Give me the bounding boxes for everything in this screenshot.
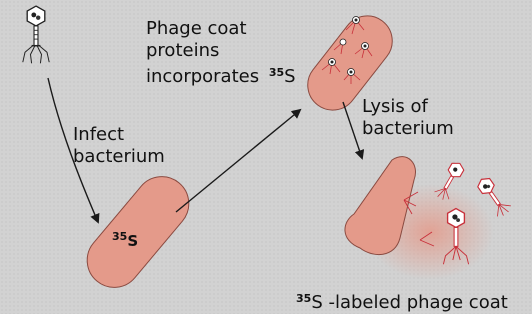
label-coat-line2: proteins [146, 40, 220, 61]
label-lysis [362, 96, 454, 140]
label-coat-line3 [146, 62, 296, 88]
label-coat-proteins [146, 18, 296, 88]
label-bottom-text: -labeled phage coat [322, 292, 508, 313]
arrow-lysis [343, 102, 362, 158]
label-coat-line1: Phage coat [146, 18, 247, 39]
phage-free [23, 6, 49, 63]
label-bottom-iso-sym: S [311, 292, 323, 313]
label-infect-line1: Infect [73, 124, 125, 145]
label-infect-line2: bacterium [73, 146, 165, 167]
label-cell-iso-sym: S [127, 232, 139, 250]
label-cell-iso-sup: 35 [112, 230, 128, 243]
label-bottom-iso-sup: 35 [296, 292, 312, 305]
label-coat-iso-sym: S [284, 66, 296, 87]
label-lysis-line1: Lysis of [362, 96, 428, 117]
label-infect [73, 124, 165, 168]
arrow-incorporate [176, 110, 300, 212]
bacterium-lysed [345, 157, 494, 280]
label-lysis-line2: bacterium [362, 118, 454, 139]
label-coat-iso-sup: 35 [268, 66, 285, 79]
label-cell-isotope [112, 230, 138, 250]
label-labeled-coat [296, 288, 508, 314]
label-coat-line3-text: incorporates [146, 66, 260, 87]
label-coat-isotope [269, 66, 296, 87]
